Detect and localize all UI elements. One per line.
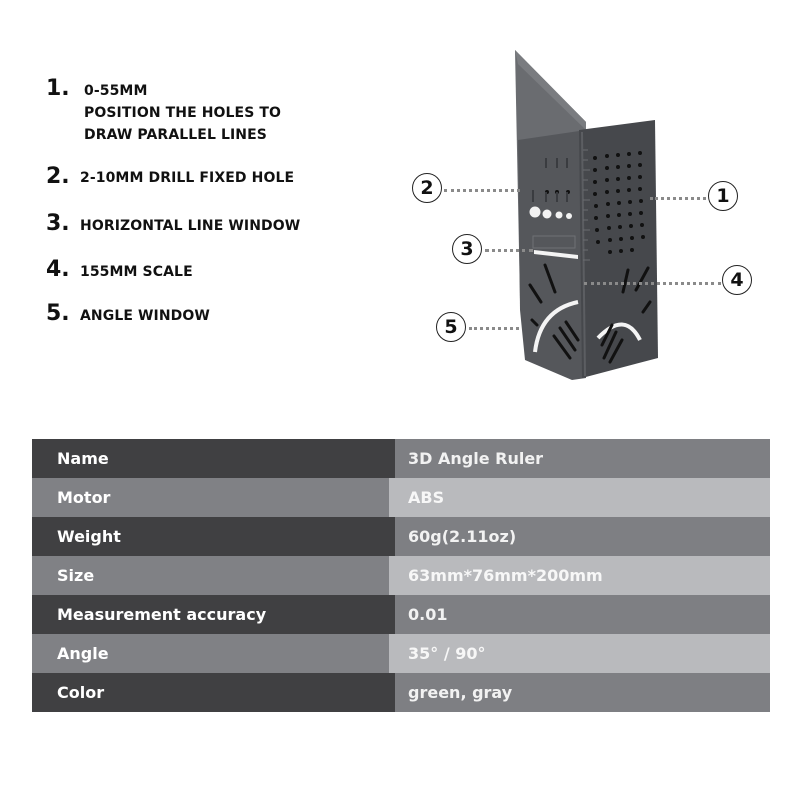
table-row	[32, 439, 770, 478]
feature-item-5	[46, 303, 210, 327]
spec-value: 35° / 90°	[389, 634, 770, 673]
feature-line: 2-10MM DRILL FIXED HOLE	[80, 170, 295, 186]
spec-label: Name	[32, 439, 395, 478]
leader-line-2	[444, 189, 520, 192]
spec-value: 3D Angle Ruler	[395, 439, 770, 478]
feature-item-1	[46, 78, 281, 146]
feature-number: 5.	[46, 301, 70, 326]
feature-text	[80, 215, 300, 237]
table-row	[32, 595, 770, 634]
feature-text	[84, 80, 281, 146]
spec-value: green, gray	[395, 673, 770, 712]
feature-list	[0, 0, 400, 420]
feature-number: 1.	[46, 76, 70, 101]
spec-table	[32, 439, 770, 712]
callout-2: 2	[412, 173, 442, 203]
leader-line-4	[584, 282, 721, 285]
feature-number: 3.	[46, 211, 70, 236]
feature-line: ANGLE WINDOW	[80, 308, 210, 324]
feature-item-2	[46, 166, 294, 189]
callout-1: 1	[708, 181, 738, 211]
feature-line: 155MM SCALE	[80, 264, 193, 280]
product-image	[400, 40, 780, 400]
leader-line-3	[485, 249, 533, 252]
callout-5: 5	[436, 312, 466, 342]
feature-number: 4.	[46, 257, 70, 282]
leader-line-5	[469, 327, 519, 330]
feature-line: POSITION THE HOLES TO	[84, 105, 282, 121]
table-row	[32, 556, 770, 595]
spec-label: Measurement accuracy	[32, 595, 395, 634]
callout-3: 3	[452, 234, 482, 264]
spec-label: Motor	[32, 478, 389, 517]
feature-line: HORIZONTAL LINE WINDOW	[80, 218, 301, 234]
feature-item-3	[46, 213, 300, 237]
table-row	[32, 673, 770, 712]
feature-number: 2.	[46, 164, 70, 189]
spec-label: Size	[32, 556, 389, 595]
spec-value: ABS	[389, 478, 770, 517]
feature-text	[80, 305, 210, 327]
angle-ruler-icon	[400, 40, 780, 400]
feature-line: 0-55MM	[84, 83, 148, 99]
callout-4: 4	[722, 265, 752, 295]
spec-label: Weight	[32, 517, 395, 556]
spec-value: 0.01	[395, 595, 770, 634]
table-row	[32, 517, 770, 556]
spec-label: Color	[32, 673, 395, 712]
table-row	[32, 634, 770, 673]
feature-line: DRAW PARALLEL LINES	[84, 127, 267, 143]
spec-value: 63mm*76mm*200mm	[389, 556, 770, 595]
feature-item-4	[46, 259, 193, 283]
leader-line-1	[650, 197, 706, 200]
feature-text	[80, 167, 294, 189]
table-row	[32, 478, 770, 517]
feature-text	[80, 261, 193, 283]
spec-value: 60g(2.11oz)	[395, 517, 770, 556]
spec-label: Angle	[32, 634, 389, 673]
